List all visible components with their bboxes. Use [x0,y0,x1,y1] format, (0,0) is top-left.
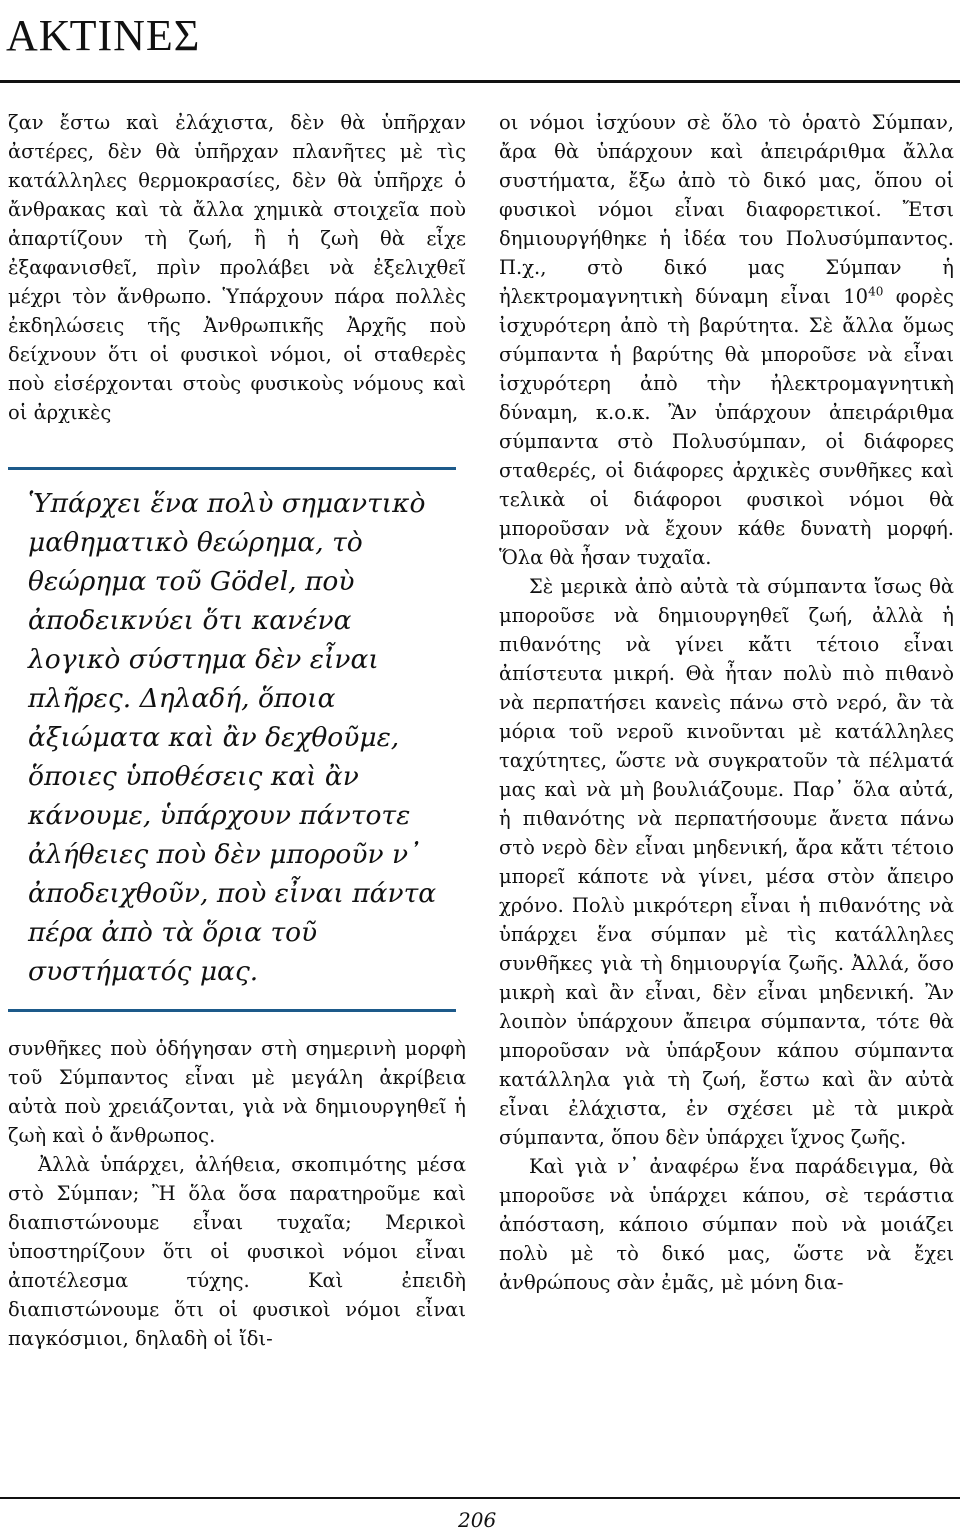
footer-rule [0,1497,960,1499]
pull-quote-text: Ὑπάρχει ἕνα πολὺ σημαντικὸ μαθηματικὸ θεώρημα, τὸ θεώρημα τοῦ Gödel, ποὺ ἀποδεικνύει ὅτι κανένα λογικὸ σύστημα δὲν εἶναι πλῆρες. Δηλαδή, ὅποια ἀξιώματα καὶ ἂν δεχθοῦμε, ὅποιες ὑποθέσεις καὶ ἂν κάνουμε, ὑπάρχουν πάντοτε ἀλήθειες ποὺ δὲν μποροῦν ν᾽ ἀποδειχθοῦν, ποὺ εἶναι πάντα πέρα ἀπὸ τὰ ὅρια τοῦ συστήματός μας. [28,488,437,987]
page-number: 206 [458,1508,497,1532]
right-paragraph-3: Καὶ γιὰ ν᾽ ἀναφέρω ἕνα παράδειγμα, θὰ μποροῦσε νὰ ὑπάρχει κάπου, σὲ τεράστια ἀπόσταση, κάποιο σύμπαν ποὺ νὰ μοιάζει πολὺ μὲ τὸ δικό μας, ὥστε νὰ ἔχει ἀνθρώπους σὰν ἐμᾶς, μὲ μόνη δια- [499,1155,954,1294]
right-column [499,108,954,1297]
power-exponent: 40 [868,284,884,299]
right-paragraph-1 [499,108,954,572]
header-rule [0,80,960,83]
right-paragraph-1-start: οι νόμοι ἰσχύουν σὲ ὅλο τὸ ὁρατὸ Σύμπαν, ἄρα θὰ ὑπάρχουν καὶ ἀπειράριθμα ἄλλα συστήματα, ἔξω ἀπὸ τὸ δικό μας, ὅπου οἱ φυσικοὶ νόμοι εἶναι διαφορετικοί. Ἔτσι δημιουργήθηκε ἡ ἰδέα του Πολυσύμπαντος. Π.χ., στὸ δικό μας Σύμπαν ἡ ἠλεκτρομαγνητικὴ δύναμη εἶναι [499,111,954,308]
left-paragraph-1: ζαν ἔστω καὶ ἐλάχιστα, δὲν θὰ ὑπῆρχαν ἀστέρες, δὲν θὰ ὑπῆρχαν πλανῆτες μὲ τὶς κατάλληλες θερμοκρασίες, δὲν θὰ ὑπῆρχε ὁ ἄνθρακας καὶ τὰ ἄλλα χημικὰ στοιχεῖα ποὺ ἀπαρτίζουν τὴ ζωή, ἢ ἡ ζωὴ θὰ εἶχε ἐξαφανισθεῖ, πρὶν προλάβει νὰ ἐξελιχθεῖ μέχρι τὸν ἄνθρωπο. Ὑπάρχουν πάρα πολλὲς ἐκδηλώσεις τῆς Ἀνθρωπικῆς Ἀρχῆς ποὺ δείχνουν ὅτι οἱ φυσικοὶ νόμοι, οἱ σταθερὲς ποὺ εἰσέρχονται στοὺς φυσικοὺς νόμους καὶ οἱ ἀρχικὲς [8,111,466,424]
left-paragraph-3: Ἀλλὰ ὑπάρχει, ἀλήθεια, σκοπιμότης μέσα στὸ Σύμπαν; Ἢ ὅλα ὅσα παρατηροῦμε καὶ διαπιστώνουμε εἶναι τυχαῖα; Μερικοὶ ὑποστηρίζουν ὅτι οἱ φυσικοὶ νόμοι εἶναι ἀποτέλεσμα τύχης. Καὶ ἐπειδὴ διαπιστώνουμε ὅτι οἱ φυσικοὶ νόμοι εἶναι παγκόσμιοι, δηλαδὴ οἱ ἴδι- [8,1153,466,1350]
pull-quote [8,467,456,1012]
power-base: 10 [843,285,869,308]
running-head-title: ΑΚΤΙΝΕΣ [6,11,201,60]
left-paragraph-2: συνθῆκες ποὺ ὁδήγησαν στὴ σημερινὴ μορφὴ τοῦ Σύμπαντος εἶναι μὲ μεγάλη ἀκρίβεια αὐτὰ ποὺ χρειάζονται, γιὰ νὰ δημιουργηθεῖ ἡ ζωὴ καὶ ὁ ἄνθρωπος. [8,1037,466,1147]
left-column [8,108,466,1353]
right-paragraph-1-end: φορὲς ἰσχυρότερη ἀπὸ τὴ βαρύτητα. Σὲ ἄλλα ὅμως σύμπαντα ἡ βαρύτης θὰ μποροῦσε νὰ εἶναι ἰσχυρότερη ἀπὸ τὴν ἠλεκτρομαγνητικὴ δύναμη, κ.ο.κ. Ἂν ὑπάρχουν ἀπειράριθμα σύμπαντα στὸ Πολυσύμπαν, οἱ διάφορες σταθερές, οἱ διάφορες ἀρχικὲς συνθῆκες καὶ τελικὰ οἱ διάφοροι φυσικοὶ νόμοι θὰ μποροῦσαν νὰ ἔχουν κάθε δυνατὴ μορφή. Ὅλα θὰ ἦσαν τυχαῖα. [499,285,954,569]
right-paragraph-2: Σὲ μερικὰ ἀπὸ αὐτὰ τὰ σύμπαντα ἴσως θὰ μποροῦσε νὰ δημιουργηθεῖ ζωή, ἀλλὰ ἡ πιθανότης νὰ γίνει κἄτι τέτοιο εἶναι ἀπίστευτα μικρή. Θὰ ἦταν πολὺ πιὸ πιθανὸ νὰ περπατήσει κανεὶς πάνω στὸ νερό, ἂν τὰ μόρια τοῦ νεροῦ κινοῦνται μὲ κατάλληλες ταχύτητες, ὥστε νὰ συγκρατοῦν τὰ πέλματά μας καὶ νὰ μὴ βουλιάζουμε. Παρ᾽ ὅλα αὐτά, ἡ πιθανότης νὰ περπατήσουμε ἄνετα πάνω στὸ νερὸ δὲν εἶναι μηδενική, ἄρα κἄτι τέτοιο μπορεῖ κάποτε νὰ γίνει, μέσα στὸν ἄπειρο χρόνο. Πολὺ μικρότερη εἶναι ἡ πιθανότης νὰ ὑπάρχει ἕνα σύμπαν μὲ τὶς κατάλληλες συνθῆκες γιὰ τὴ δημιουργία ζωῆς. Ἀλλά, ὅσο μικρὴ καὶ ἂν εἶναι, δὲν εἶναι μηδενική. Ἂν λοιπὸν ὑπάρχουν ἄπειρα σύμπαντα, τότε θὰ μποροῦσαν νὰ ὑπάρξουν κάπου σύμπαντα κατάλληλα γιὰ τὴ ζωή, ἔστω καὶ ἂν αὐτὰ εἶναι ἐλάχιστα, ἐν σχέσει μὲ τὰ μικρὰ σύμπαντα, ὅπου δὲν ὑπάρχει ἴχνος ζωῆς. [499,575,954,1149]
